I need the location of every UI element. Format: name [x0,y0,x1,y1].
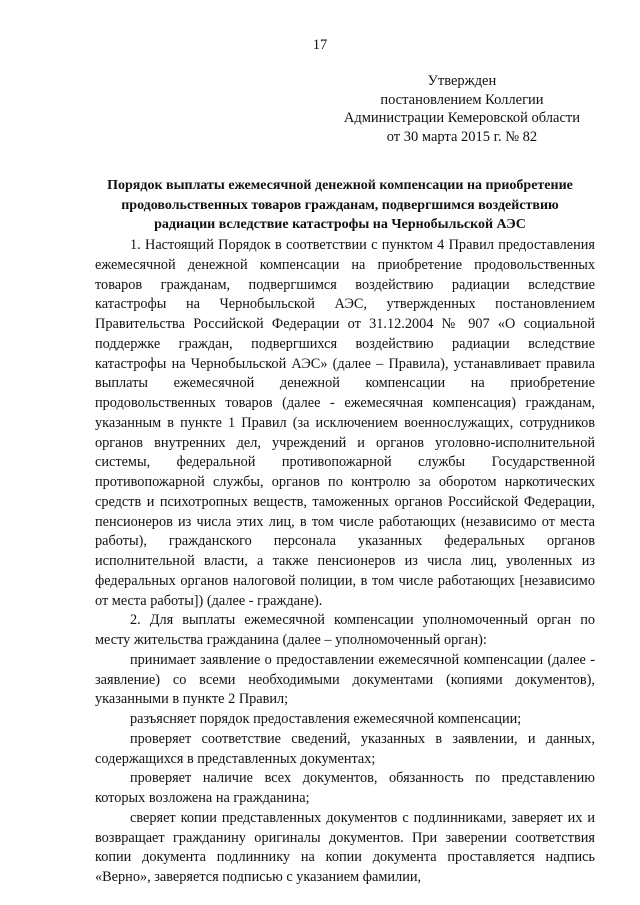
paragraph: принимает заявление о предоставлении ежемесячной компенсации (далее - заявление) со всеми необходимыми документами (копиями документов), указанными в пункте 2 Правил; [95,651,595,708]
title-line: радиации вследствие катастрофы на Чернобыльской АЭС [154,217,526,232]
approval-stamp-block [344,72,580,146]
approval-line: постановлением Коллегии [380,91,544,108]
paragraph: разъясняет порядок предоставления ежемесячной компенсации; [130,711,522,727]
title-line: продовольственных товаров гражданам, подвергшимся воздействию [121,197,559,213]
paragraph: 2. Для выплаты ежемесячной компенсации уполномоченный орган по месту жительства гражданина (далее – уполномоченный орган): [95,612,595,648]
approval-line: от 30 марта 2015 г. № 82 [386,128,538,145]
document-title [80,176,600,235]
paragraph: проверяет наличие всех документов, обязанность по представлению которых возложена на гражданина; [95,770,595,806]
paragraph: сверяет копии представленных документов с подлинниками, заверяет их и возвращает гражданину оригиналы документов. При заверении соответствия копии документа подлиннику на копии документа проставляется надпись «Верно», заверяется подписью с указанием фамилии, [95,809,595,885]
title-line: Порядок выплаты ежемесячной денежной компенсации на приобретение [107,178,573,193]
page-number: 17 [312,37,328,53]
paragraph: 1. Настоящий Порядок в соответствии с пунктом 4 Правил предоставления ежемесячной денежной компенсации на приобретение продовольственных товаров гражданам, подвергшимся воздействию радиации вследствие катастрофы на Чернобыльской АЭС, утвержденных постановлением Правительства Российской Федерации от 31.12.2004 № 907 «О социальной поддержке граждан, подвергшихся воздействию радиации вследствие катастрофы на Чернобыльской АЭС» (далее – Правила), устанавливает правила выплаты ежемесячной денежной компенсации на приобретение продовольственных товаров (далее - ежемесячная компенсация) гражданам, указанным в пункте 1 Правил (за исключением военнослужащих, сотрудников органов внутренних дел, учреждений и органов уголовно-исполнительной системы, федеральной противопожарной службы Государственной противопожарной службы, органов по контролю за оборотом наркотических средств и психотропных веществ, таможенных органов Российской Федерации, пенсионеров из числа этих лиц, в том числе работающих (независимо от места работы), гражданского персонала указанных федеральных органов исполнительной власти, а также пенсионеров из числа лиц, уволенных из федеральных органов налоговой полиции, в том числе работающих [независимо от места работы]) (далее - граждане). [95,237,595,609]
document-body [95,236,595,888]
approval-line: Администрации Кемеровской области [343,110,580,126]
paragraph: проверяет соответствие сведений, указанных в заявлении, и данных, содержащихся в представленных документах; [95,730,595,767]
approval-line: Утвержден [427,73,497,89]
